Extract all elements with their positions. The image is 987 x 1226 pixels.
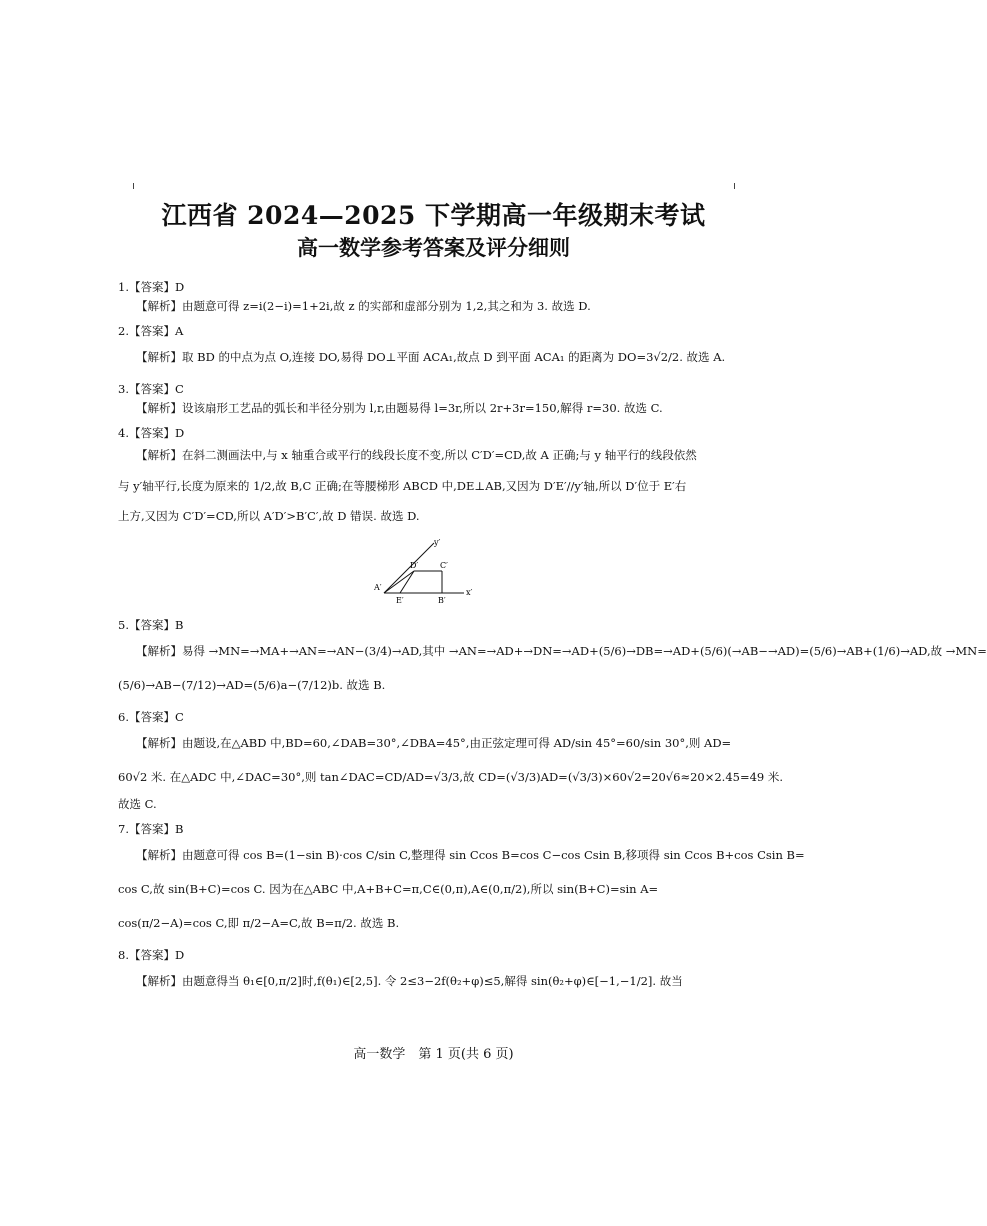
- explanation-line: (5/6)→AB−(7/12)→AD=(5/6)a−(7/12)b. 故选 B.: [118, 677, 386, 692]
- answer-heading: 8.【答案】D: [118, 947, 185, 962]
- answer-heading: 6.【答案】C: [118, 709, 184, 724]
- explanation-line: 上方,又因为 C′D′=CD,所以 A′D′>B′C′,故 D 错误. 故选 D.: [118, 509, 420, 524]
- explanation-line: 与 y′轴平行,长度为原来的 1/2,故 B,C 正确;在等腰梯形 ABCD 中,DE⊥AB,又因为 D′E′//y′轴,所以 D′位于 E′右: [118, 478, 687, 493]
- oblique-projection-figure: [118, 530, 740, 610]
- explanation-line: 【解析】由题意可得 cos B=(1−sin B)·cos C/sin C,整理得 sin Ccos B=cos C−cos Csin B,移项得 sin Ccos B+cos Csin B=: [136, 847, 805, 862]
- answer-list: [118, 272, 987, 998]
- label-e: E′: [396, 596, 404, 605]
- page-title: 江西省 2024—2025 下学期高一年级期末考试: [161, 201, 706, 230]
- explanation-line: 【解析】由题意可得 z=i(2−i)=1+2i,故 z 的实部和虚部分别为 1,2,其之和为 3. 故选 D.: [136, 298, 591, 313]
- answer-heading: 5.【答案】B: [118, 617, 184, 632]
- explanation-line: cos C,故 sin(B+C)=cos C. 因为在△ABC 中,A+B+C=π,C∈(0,π),A∈(0,π/2),所以 sin(B+C)=sin A=: [118, 881, 659, 896]
- explanation-line: 60√2 米. 在△ADC 中,∠DAC=30°,则 tan∠DAC=CD/AD=√3/3,故 CD=(√3/3)AD=(√3/3)×60√2=20√6≈20×2.45=49 米.: [118, 769, 784, 784]
- answer-heading: 7.【答案】B: [118, 821, 184, 836]
- answer-heading: 4.【答案】D: [118, 425, 185, 440]
- page-footer: 高一数学 第 1 页(共 6 页): [353, 1047, 514, 1062]
- explanation-line: 【解析】设该扇形工艺品的弧长和半径分别为 l,r,由题易得 l=3r,所以 2r+3r=150,解得 r=30. 故选 C.: [136, 400, 663, 415]
- page-subtitle: 高一数学参考答案及评分细则: [297, 236, 570, 260]
- edge-ad: [384, 571, 414, 593]
- y-axis-line: [384, 543, 434, 593]
- explanation-line: 【解析】由题设,在△ABD 中,BD=60,∠DAB=30°,∠DBA=45°,由正弦定理可得 AD/sin 45°=60/sin 30°,则 AD=: [136, 735, 732, 750]
- label-d: D′: [410, 561, 419, 570]
- label-c: C′: [440, 561, 448, 570]
- label-b: B′: [438, 596, 446, 605]
- answer-heading: 3.【答案】C: [118, 381, 184, 396]
- explanation-line: 【解析】取 BD 的中点为点 O,连接 DO,易得 DO⊥平面 ACA₁,故点 D 到平面 ACA₁ 的距离为 DO=3√2/2. 故选 A.: [136, 349, 726, 364]
- answer-heading: 1.【答案】D: [118, 279, 185, 294]
- label-y: y′: [434, 538, 441, 547]
- corner-mark-left: [133, 183, 134, 189]
- corner-mark-right: [734, 183, 735, 189]
- explanation-line: 故选 C.: [118, 796, 157, 811]
- trapezoid-diagram: [374, 535, 484, 605]
- explanation-line: 【解析】由题意得当 θ₁∈[0,π/2]时,f(θ₁)∈[2,5]. 令 2≤3−2f(θ₂+φ)≤5,解得 sin(θ₂+φ)∈[−1,−1/2]. 故当: [136, 973, 683, 988]
- label-a: A′: [374, 583, 382, 592]
- explanation-line: 【解析】易得 →MN=→MA+→AN=→AN−(3/4)→AD,其中 →AN=→AD+→DN=→AD+(5/6)→DB=→AD+(5/6)(→AB−→AD)=(5/6)→AB+(1/6)→AD,故 →MN=: [136, 643, 987, 658]
- label-x: x′: [466, 588, 473, 597]
- answer-heading: 2.【答案】A: [118, 323, 184, 338]
- explanation-line: cos(π/2−A)=cos C,即 π/2−A=C,故 B=π/2. 故选 B.: [118, 915, 400, 930]
- explanation-line: 【解析】在斜二测画法中,与 x 轴重合或平行的线段长度不变,所以 C′D′=CD,故 A 正确;与 y 轴平行的线段依然: [136, 448, 697, 463]
